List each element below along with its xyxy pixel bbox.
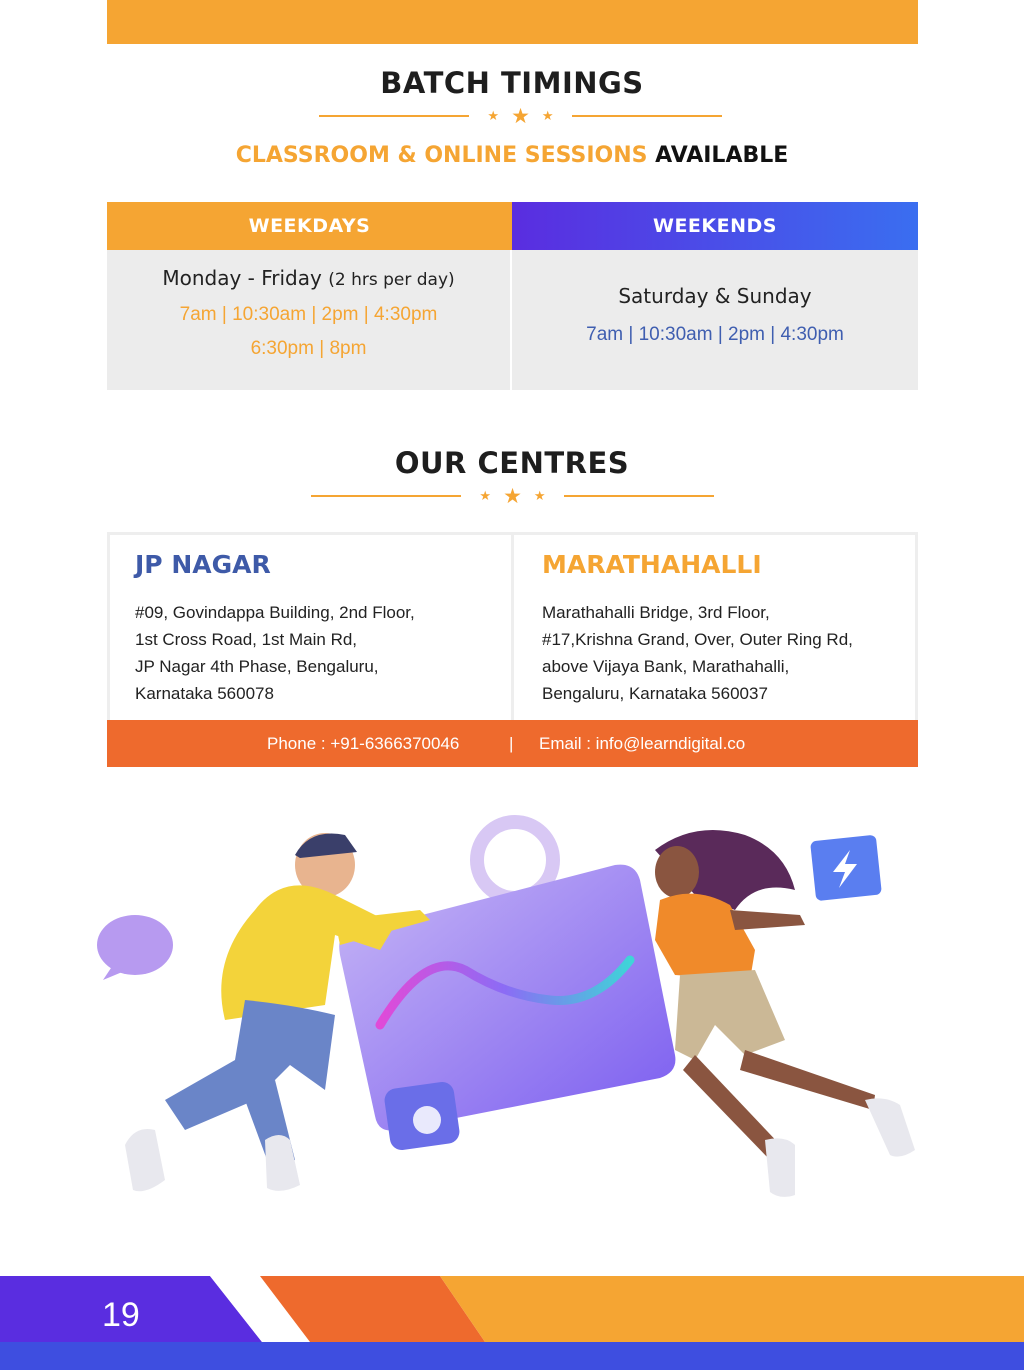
phone-link[interactable]: Phone : +91-6366370046: [267, 734, 460, 753]
centre-jp-nagar: [110, 535, 514, 720]
weekdays-times-2: 6:30pm | 8pm: [250, 338, 367, 359]
screen-card: [339, 865, 675, 1152]
address-line: 1st Cross Road, 1st Main Rd,: [135, 630, 358, 649]
subtitle-rest: AVAILABLE: [655, 143, 789, 168]
weekdays-note: (2 hrs per day): [328, 270, 455, 290]
contact-bar: [107, 720, 918, 767]
centre-marathahalli: [514, 535, 915, 720]
weekends-days: Saturday & Sunday: [618, 284, 812, 308]
centres-divider: [311, 486, 714, 506]
address-line: JP Nagar 4th Phase, Bengaluru,: [135, 657, 379, 676]
page-number: 19: [102, 1296, 140, 1334]
chat-bubble-icon: [97, 915, 173, 980]
centre-name: JP NAGAR: [135, 550, 271, 579]
weekdays-times-1: 7am | 10:30am | 2pm | 4:30pm: [179, 304, 438, 325]
title-divider: [319, 106, 722, 126]
centre-address: [542, 599, 853, 707]
address-line: Karnataka 560078: [135, 684, 274, 703]
address-line: #17,Krishna Grand, Over, Outer Ring Rd,: [542, 630, 853, 649]
address-line: #09, Govindappa Building, 2nd Floor,: [135, 603, 415, 622]
lightning-card-icon: [810, 835, 882, 902]
weekends-times: 7am | 10:30am | 2pm | 4:30pm: [586, 324, 844, 345]
contact-separator: |: [509, 734, 514, 753]
centres-table: [107, 532, 918, 720]
star-icon: ★: [479, 488, 492, 504]
timings-table: [107, 202, 918, 390]
sessions-subtitle: [0, 143, 1024, 168]
star-icon: ★: [511, 104, 530, 128]
weekdays-header: WEEKDAYS: [107, 202, 512, 250]
weekdays-body: [107, 250, 512, 390]
weekdays-column: [107, 202, 512, 390]
star-icon: ★: [503, 484, 522, 508]
centre-address: [135, 599, 415, 707]
weekends-column: [512, 202, 918, 390]
batch-timings-title: BATCH TIMINGS: [380, 66, 644, 100]
footer-band: [0, 1276, 1024, 1370]
star-icon: ★: [533, 488, 546, 504]
illustration-image: [95, 800, 925, 1230]
weekdays-days-label: Monday - Friday: [162, 266, 322, 290]
weekends-body: [512, 250, 918, 390]
weekdays-days: [107, 250, 510, 290]
address-line: Marathahalli Bridge, 3rd Floor,: [542, 603, 770, 622]
top-accent-bar: [107, 0, 918, 44]
our-centres-title: OUR CENTRES: [394, 446, 630, 480]
star-icon: ★: [541, 108, 554, 124]
address-line: above Vijaya Bank, Marathahalli,: [542, 657, 790, 676]
email-link[interactable]: Email : info@learndigital.co: [539, 734, 746, 753]
subtitle-highlight: CLASSROOM & ONLINE SESSIONS: [235, 143, 648, 168]
centre-name: MARATHAHALLI: [542, 550, 762, 579]
star-icon: ★: [487, 108, 500, 124]
weekends-header: WEEKENDS: [512, 202, 918, 250]
address-line: Bengaluru, Karnataka 560037: [542, 684, 768, 703]
